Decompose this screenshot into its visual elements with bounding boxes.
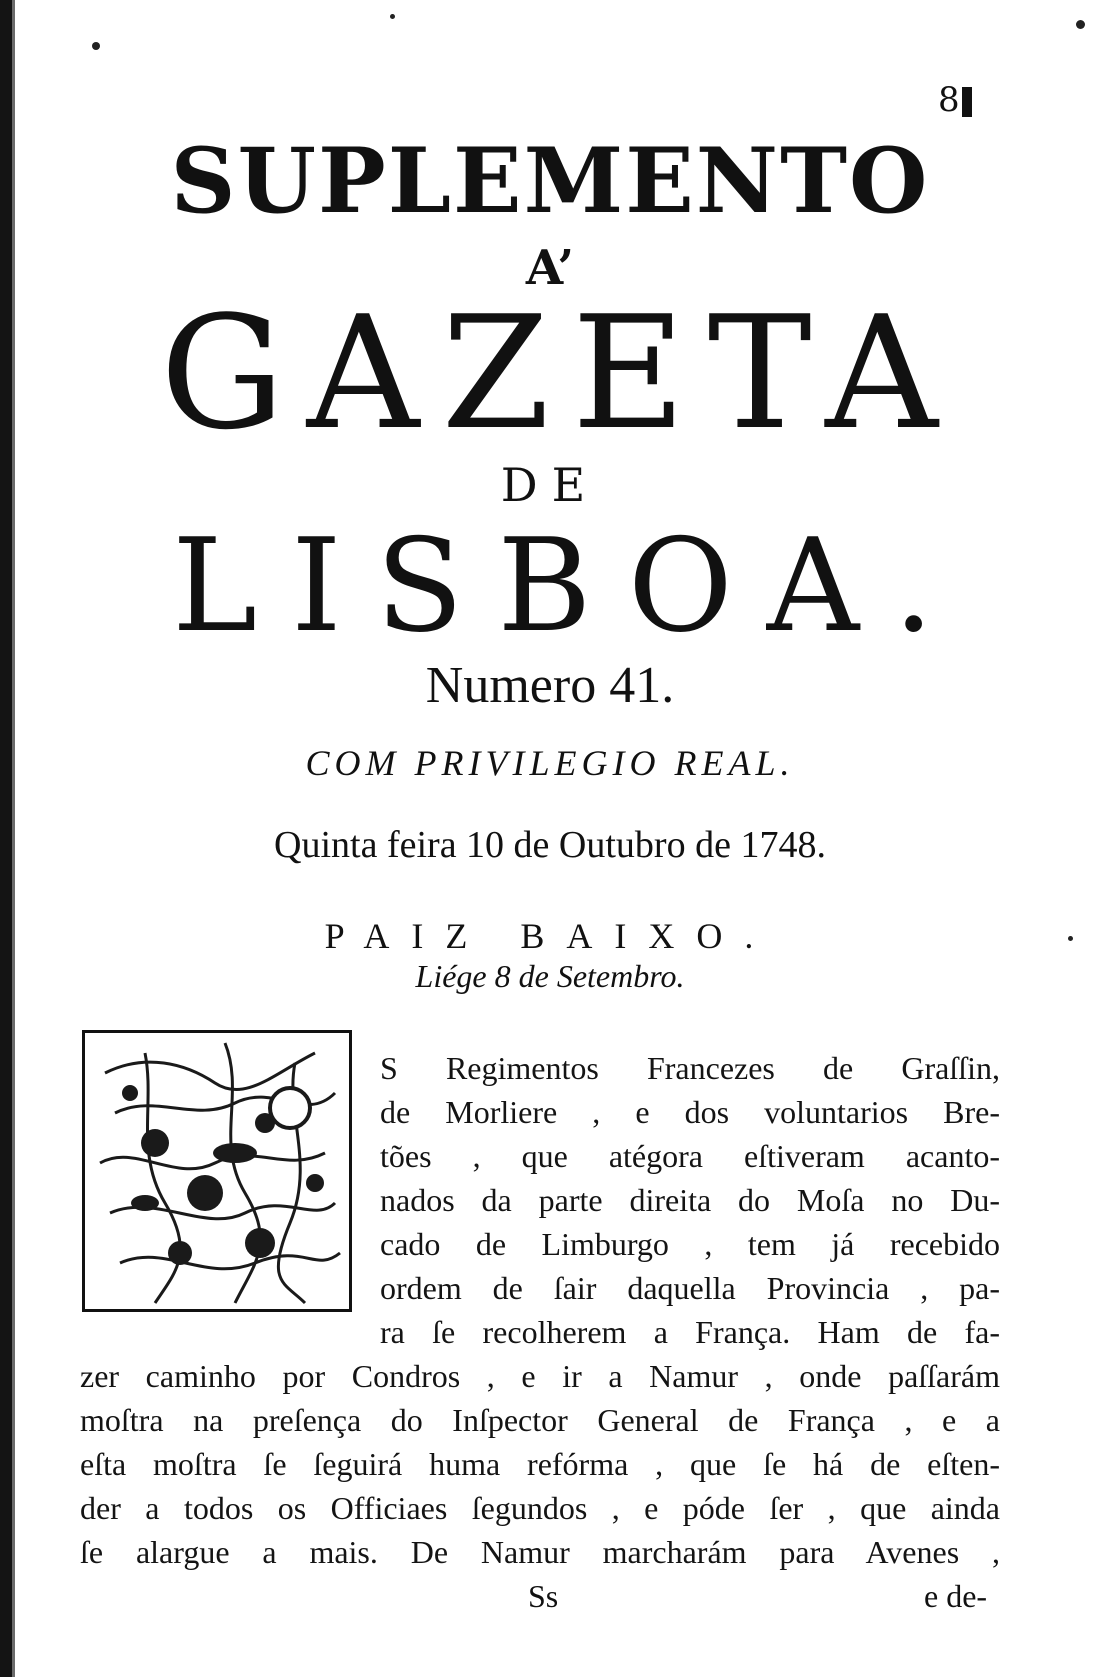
article-line: ordem de ſair daquella Provincia , pa- (380, 1270, 1000, 1306)
royal-privilege: COM PRIVILEGIO REAL. (305, 743, 795, 783)
page-number-text: 8 (938, 80, 960, 120)
issue-date: Quinta feira 10 de Outubro de 1748. (274, 824, 826, 866)
ink-speck (92, 42, 100, 50)
article-line: moſtra na preſença do Inſpector General de França , e a (80, 1402, 1000, 1438)
article-line: zer caminho por Condros , e ir a Namur , onde paſſarám (80, 1358, 1000, 1394)
article-line: ra ſe recolherem a França. Ham de fa- (380, 1314, 1000, 1350)
title-a: A’ (525, 240, 575, 296)
title-gazeta: GAZETA (160, 282, 960, 464)
initial-letter-o-icon (270, 1088, 310, 1128)
article-line: eſta moſtra ſe ſeguirá huma refórma , que ſe há de eſten- (80, 1446, 1000, 1482)
ink-speck (390, 14, 395, 19)
page-number (938, 80, 972, 120)
article-line: der a todos os Officiaes ſegundos , e póde ſer , que ainda (80, 1490, 1000, 1526)
ink-blot (962, 87, 972, 117)
article-line: tões , que atégora eſtiveram acanto- (380, 1138, 1000, 1174)
article-line: cado de Limburgo , tem já recebido (380, 1226, 1000, 1262)
title-lisboa: LISBOA. (172, 512, 968, 661)
title-suplemento: SUPLEMENTO (170, 128, 930, 234)
woodcut-illustration (85, 1033, 349, 1309)
signature-mark: Ss (528, 1578, 559, 1614)
article-line: S Regimentos Francezes de Graſſin, (380, 1050, 1000, 1086)
title-de: DE (500, 458, 600, 512)
section-heading: PAIZ BAIXO. (324, 916, 776, 956)
dateline: Liége 8 de Setembro. (415, 958, 685, 994)
ink-speck (1076, 20, 1085, 29)
article-line: de Morliere , e dos voluntarios Bre- (380, 1094, 1000, 1130)
issue-number: Numero 41. (425, 657, 675, 714)
catchword: e de- (924, 1578, 988, 1614)
article-line: nados da parte direita do Moſa no Du- (380, 1182, 1000, 1218)
woodcut-initial-o (82, 1030, 352, 1312)
article-line: ſe alargue a mais. De Namur marcharám para Avenes , (80, 1534, 1000, 1570)
